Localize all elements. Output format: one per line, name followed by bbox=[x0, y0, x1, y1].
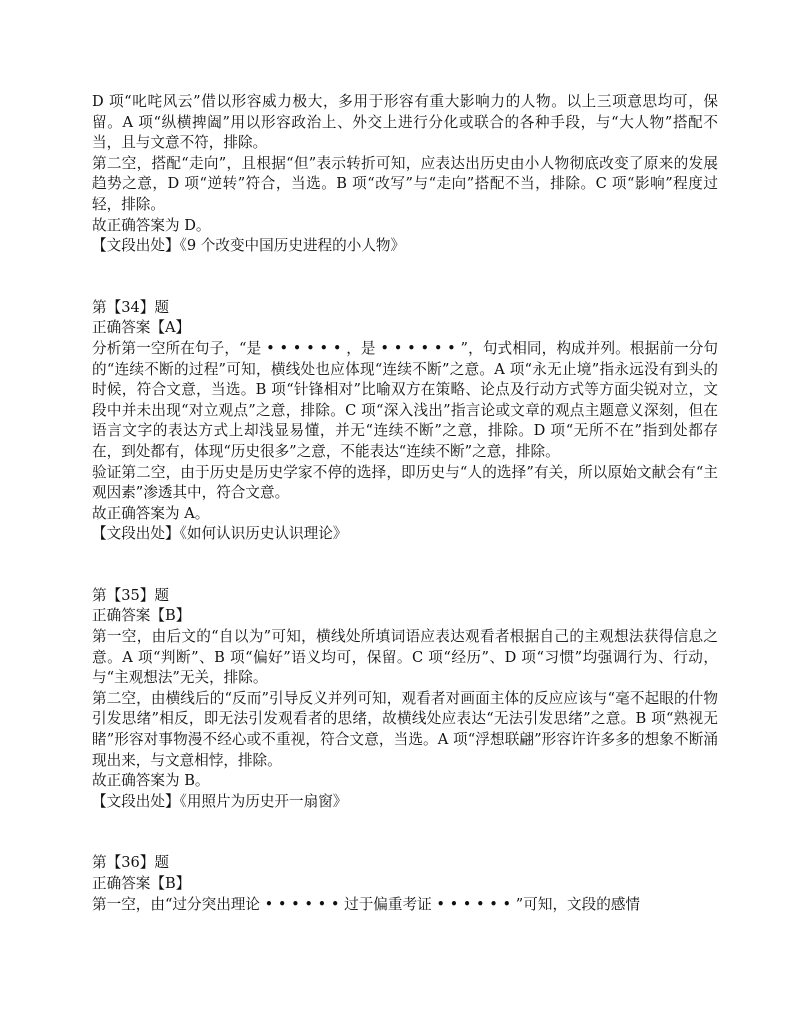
correct-answer: 正确答案【B】 bbox=[92, 875, 191, 892]
answer-conclusion: 故正确答案为 A。 bbox=[92, 504, 210, 522]
answer-conclusion: 故正确答案为 D。 bbox=[92, 216, 211, 234]
explanation-paragraph: 验证第二空，由于历史是历史学家不停的选择，即历史与“人的选择”有关，所以原始文献会有“主观因素”渗透其中，符合文意。 bbox=[92, 463, 718, 502]
section-gap bbox=[92, 812, 718, 853]
source-citation: 【文段出处】《9 个改变中国历史进程的小人物》 bbox=[92, 237, 406, 255]
explanation-paragraph: 第一空，由后文的“自以为”可知，横线处所填词语应表达观看者根据自己的主观想法获得信息之意。A 项“判断”、B 项“偏好”语义均可，保留。C 项“经历”、D 项“习惯”均强调行为、行动，与“主观想法”无关，排除。 bbox=[92, 628, 718, 687]
answer-conclusion: 故正确答案为 B。 bbox=[92, 772, 210, 790]
question-title: 第【34】题 bbox=[92, 298, 169, 316]
explanation-paragraph: D 项“叱咤风云”借以形容威力极大，多用于形容有重大影响力的人物。以上三项意思均可，保留。A 项“纵横捭阖”用以形容政治上、外交上进行分化或联合的各种手段，与“大人物”搭配不当，且与文意不符，排除。 bbox=[92, 93, 718, 152]
source-citation: 【文段出处】《如何认识历史认识理论》 bbox=[92, 525, 348, 543]
section-gap bbox=[92, 257, 718, 298]
source-citation: 【文段出处】《用照片为历史开一扇窗》 bbox=[92, 792, 348, 810]
explanation-paragraph: 第二空，搭配“走向”，且根据“但”表示转折可知，应表达出历史由小人物彻底改变了原来的发展趋势之意，D 项“逆转”符合，当选。B 项“改写”与“走向”搭配不当，排除。C 项“影响”程度过轻，排除。 bbox=[92, 154, 718, 213]
explanation-paragraph: 第二空，由横线后的“反而”引导反义并列可知，观看者对画面主体的反应应该与“毫不起眼的什物引发思绪”相反，即无法引发观看者的思绪，故横线处应表达“无法引发思绪”之意。B 项“熟视无睹”形容对事物漫不经心或不重视，符合文意，当选。A 项“浮想联翩”形容许许多多的想象不断涌现出来，与文意相悖，排除。 bbox=[92, 689, 718, 769]
question-title: 第【35】题 bbox=[92, 586, 169, 604]
section-question-35 bbox=[92, 586, 718, 813]
explanation-paragraph: 第一空，由“过分突出理论 • • • • • • 过于偏重考证 • • • • • • ”可知，文段的感情 bbox=[92, 895, 641, 913]
section-gap bbox=[92, 545, 718, 586]
explanation-paragraph: 分析第一空所在句子，“是 • • • • • • ，是 • • • • • • ”，句式相同，构成并列。根据前一分句的“连续不断的过程”可知，横线处也应体现“连续不断”之意。A 项“永无止境”指永远没有到头的时候，符合文意，当选。B 项“针锋相对”比喻双方在策略、论点及行动方式等方面尖锐对立，文段中并未出现“对立观点”之意，排除。C 项“深入浅出”指言论或文章的观点主题意义深刻，但在语言文字的表达方式上却浅显易懂，并无“连续不断”之意，排除。D 项“无所不在”指到处都存在，到处都有，体现“历史很多”之意，不能表达“连续不断”之意，排除。 bbox=[92, 339, 718, 460]
document-page bbox=[92, 92, 718, 915]
question-title: 第【36】题 bbox=[92, 854, 169, 872]
section-question-36 bbox=[92, 853, 718, 915]
correct-answer: 正确答案【B】 bbox=[92, 607, 191, 625]
section-question-34 bbox=[92, 298, 718, 545]
correct-answer: 正确答案【A】 bbox=[92, 319, 191, 337]
section-previous-question bbox=[92, 92, 718, 257]
